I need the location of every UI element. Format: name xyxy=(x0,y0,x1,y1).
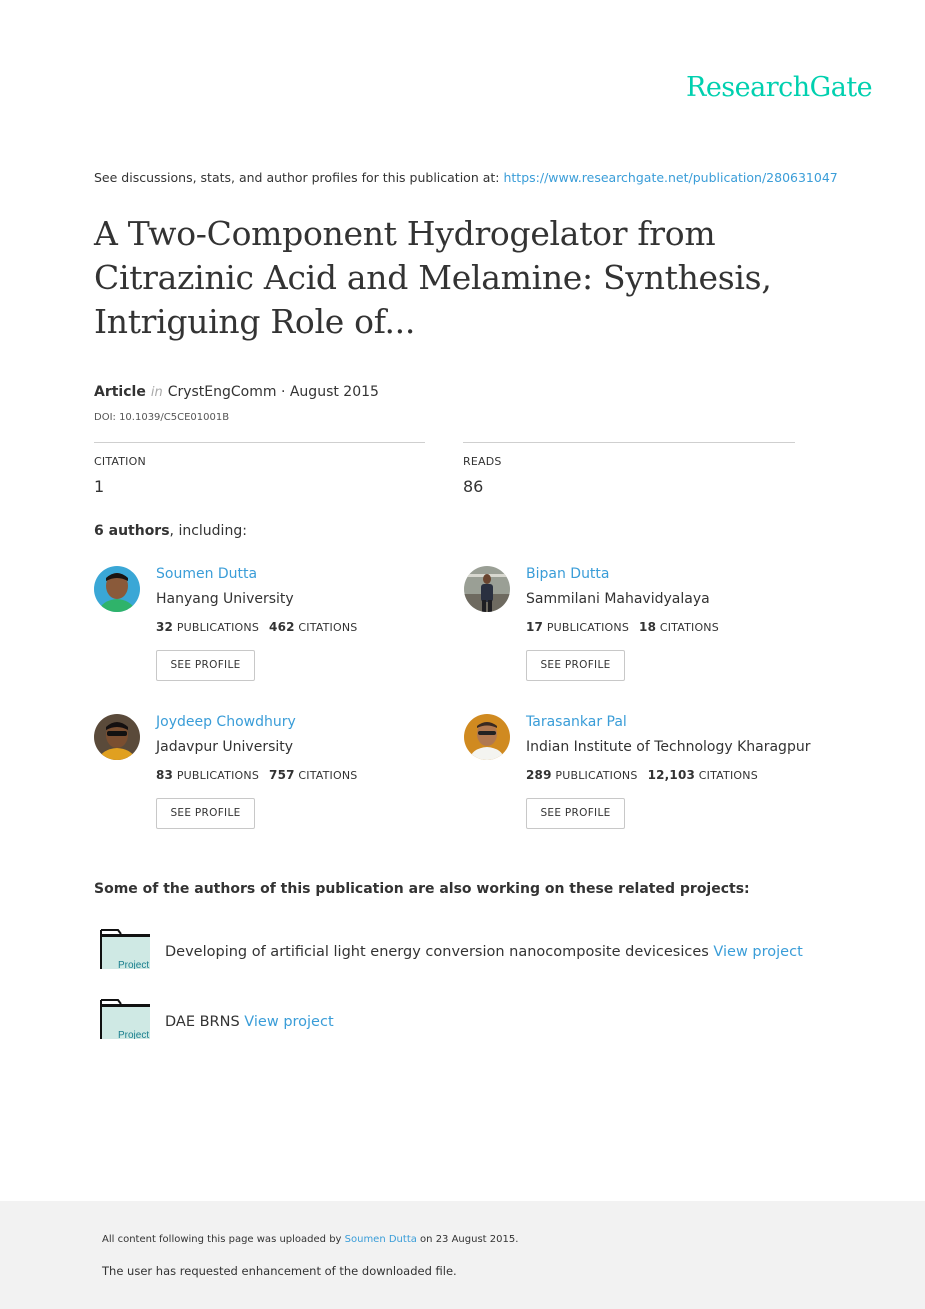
author-card xyxy=(94,714,454,844)
publication-meta xyxy=(94,384,379,400)
footer xyxy=(0,1201,925,1309)
author-stats xyxy=(526,620,719,634)
citations-count: 757 xyxy=(269,768,295,782)
researchgate-logo[interactable]: ResearchGate xyxy=(686,72,873,103)
avatar[interactable] xyxy=(94,566,140,612)
publication-link[interactable]: https://www.researchgate.net/publication/280631047 xyxy=(503,170,838,185)
citations-count: 462 xyxy=(269,620,295,634)
project-folder-icon xyxy=(100,929,150,969)
author-name[interactable]: Joydeep Chowdhury xyxy=(156,714,296,730)
publications-count: 289 xyxy=(526,768,552,782)
project-item xyxy=(100,999,800,1041)
projects-heading: Some of the authors of this publication are also working on these related projects: xyxy=(94,881,750,897)
intro-text: See discussions, stats, and author profiles for this publication at: xyxy=(94,170,504,185)
project-item xyxy=(100,929,803,971)
project-icon-label: Project xyxy=(118,1030,150,1039)
view-project-link[interactable]: View project xyxy=(244,1014,334,1030)
publications-count: 32 xyxy=(156,620,174,634)
avatar[interactable] xyxy=(464,714,510,760)
author-card xyxy=(464,566,824,696)
divider-left xyxy=(94,442,425,443)
upload-prefix: All content following this page was uploaded by xyxy=(102,1234,345,1245)
divider-right xyxy=(463,442,795,443)
citations-label: CITATIONS xyxy=(698,769,758,782)
publications-count: 83 xyxy=(156,768,174,782)
publications-label: PUBLICATIONS xyxy=(555,769,638,782)
authors-count: 6 authors xyxy=(94,523,170,539)
citations-label: CITATIONS xyxy=(298,769,358,782)
intro-line xyxy=(94,170,838,185)
publications-label: PUBLICATIONS xyxy=(176,769,260,782)
see-profile-button[interactable]: SEE PROFILE xyxy=(526,798,625,829)
publications-label: PUBLICATIONS xyxy=(546,621,630,634)
project-folder-icon xyxy=(100,999,150,1039)
reads-label: READS xyxy=(463,455,502,468)
see-profile-button[interactable]: SEE PROFILE xyxy=(526,650,625,681)
publications-count: 17 xyxy=(526,620,544,634)
citations-label: CITATIONS xyxy=(298,621,358,634)
author-stats xyxy=(156,620,357,634)
enhancement-note: The user has requested enhancement of the downloaded file. xyxy=(102,1264,457,1278)
avatar[interactable] xyxy=(464,566,510,612)
author-name[interactable]: Soumen Dutta xyxy=(156,566,258,582)
authors-heading xyxy=(94,523,247,539)
see-profile-button[interactable]: SEE PROFILE xyxy=(156,798,255,829)
upload-suffix: on 23 August 2015. xyxy=(416,1234,519,1245)
citation-value: 1 xyxy=(94,477,105,496)
citations-count: 12,103 xyxy=(647,768,696,782)
project-title: Developing of artificial light energy conversion nanocomposite devicesices xyxy=(165,944,714,960)
reads-value: 86 xyxy=(463,477,484,496)
project-title: DAE BRNS xyxy=(165,1014,245,1030)
author-institution: Hanyang University xyxy=(156,591,294,607)
publication-title: A Two-Component Hydrogelator from Citrazinic Acid and Melamine: Synthesis, Intriguing Role of... xyxy=(94,214,772,341)
author-name[interactable]: Tarasankar Pal xyxy=(526,714,627,730)
see-profile-button[interactable]: SEE PROFILE xyxy=(156,650,255,681)
project-text xyxy=(165,944,803,960)
author-card xyxy=(464,714,824,844)
author-institution: Indian Institute of Technology Kharagpur xyxy=(526,739,811,755)
author-institution: Jadavpur University xyxy=(156,739,294,755)
author-card xyxy=(94,566,454,696)
journal-date: CrystEngComm · August 2015 xyxy=(167,384,379,400)
project-text xyxy=(165,1014,334,1030)
author-institution: Sammilani Mahavidyalaya xyxy=(526,591,710,607)
citations-count: 18 xyxy=(639,620,657,634)
authors-heading-rest: , including: xyxy=(169,523,247,539)
avatar[interactable] xyxy=(94,714,140,760)
citations-label: CITATIONS xyxy=(659,621,719,634)
author-name[interactable]: Bipan Dutta xyxy=(526,566,610,582)
article-type: Article xyxy=(94,384,146,400)
publications-label: PUBLICATIONS xyxy=(176,621,260,634)
upload-info xyxy=(102,1234,518,1245)
project-icon-label: Project xyxy=(118,960,150,969)
citation-label: CITATION xyxy=(94,455,146,468)
doi: DOI: 10.1039/C5CE01001B xyxy=(94,412,230,423)
view-project-link[interactable]: View project xyxy=(713,944,803,960)
author-stats xyxy=(156,768,357,782)
uploader-link[interactable]: Soumen Dutta xyxy=(344,1234,417,1245)
in-label: in xyxy=(150,385,163,400)
author-stats xyxy=(526,768,758,782)
